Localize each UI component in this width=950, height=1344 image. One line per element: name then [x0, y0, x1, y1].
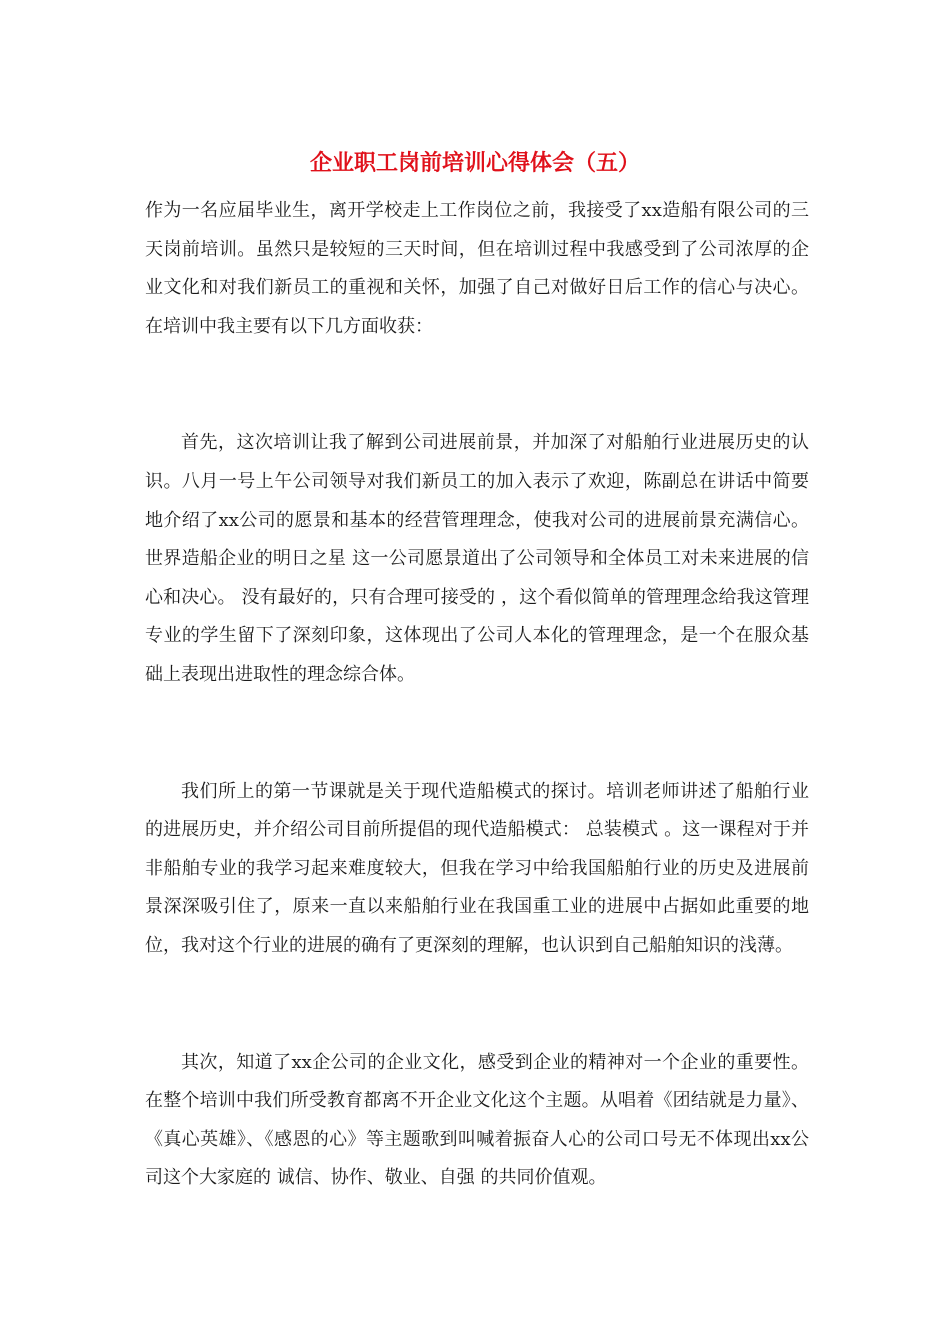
paragraph-spacer: [145, 346, 809, 424]
paragraph-spacer: [145, 966, 809, 1044]
document-body: [145, 192, 809, 1198]
paragraph-corporate-culture: 其次，知道了xx企公司的企业文化，感受到企业的精神对一个企业的重要性。在整个培训中我们所受教育都离不开企业文化这个主题。从唱着《团结就是力量》、《真心英雄》、《感恩的心》等主题歌到叫喊着振奋人心的公司口号无不体现出xx公司这个大家庭的 诚信、协作、敬业、自强 的共同价值观。: [145, 1051, 809, 1189]
document-title: 企业职工岗前培训心得体会（五）: [309, 150, 640, 176]
intro-paragraph: 作为一名应届毕业生，离开学校走上工作岗位之前，我接受了xx造船有限公司的三天岗前培训。虽然只是较短的三天时间，但在培训过程中我感受到了公司浓厚的企业文化和对我们新员工的重视和关怀，加强了自己对做好日后工作的信心与决心。在培训中我主要有以下几方面收获：: [145, 200, 809, 337]
paragraph-prospects: 首先，这次培训让我了解到公司进展前景，并加深了对船舶行业进展历史的认识。八月一号上午公司领导对我们新员工的加入表示了欢迎，陈副总在讲话中简要地介绍了xx公司的愿景和基本的经营管理理念，使我对公司的进展前景充满信心。 世界造船企业的明日之星 这一公司愿景道出了公司领导和全体员工对未来进展的信心和决心。 没有最好的，只有合理可接受的 ，这个看似简单的管理理念给我这管理专业的学生留下了深刻印象，这体现出了公司人本化的管理理念，是一个在服众基础上表现出进取性的理念综合体。: [145, 432, 809, 685]
paragraph-spacer: [145, 695, 809, 773]
paragraph-shipbuilding-course: 我们所上的第一节课就是关于现代造船模式的探讨。培训老师讲述了船舶行业的进展历史，并介绍公司目前所提倡的现代造船模式： 总装模式 。这一课程对于并非船舶专业的我学习起来难度较大，但我在学习中给我国船舶行业的历史及进展前景深深吸引住了，原来一直以来船舶行业在我国重工业的进展中占据如此重要的地位，我对这个行业的进展的确有了更深刻的理解，也认识到自己船舶知识的浅薄。: [145, 780, 809, 956]
